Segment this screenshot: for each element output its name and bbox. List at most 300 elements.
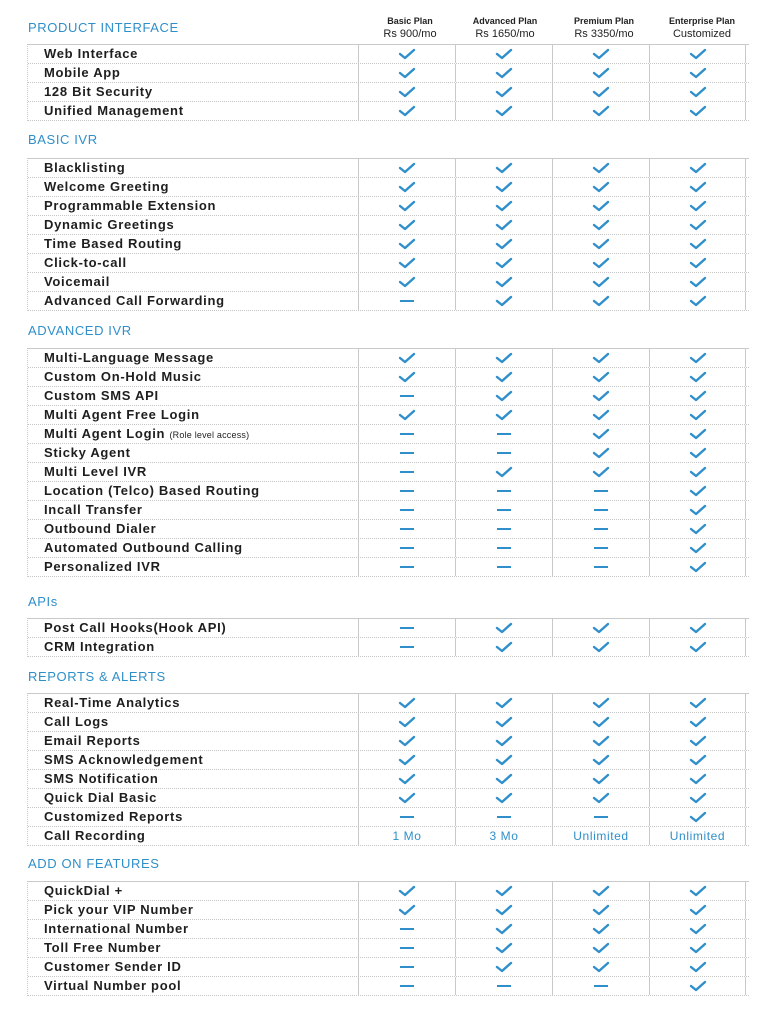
- check-icon: [398, 716, 416, 728]
- plan-cell-premium-plan: [552, 958, 649, 976]
- check-icon: [398, 792, 416, 804]
- plan-cell-premium-plan: [552, 292, 649, 310]
- plan-cell-enterprise-plan: [649, 45, 746, 63]
- check-icon: [495, 942, 513, 954]
- check-icon: [495, 67, 513, 79]
- check-icon: [495, 371, 513, 383]
- plan-cell-premium-plan: [552, 425, 649, 443]
- check-icon: [689, 980, 707, 992]
- section-title-add-on-features: ADD ON FEATURES: [28, 856, 160, 871]
- check-icon: [495, 219, 513, 231]
- table-row: [28, 273, 749, 292]
- feature-label: [28, 102, 358, 120]
- feature-label: [28, 273, 358, 291]
- feature-name: CRM Integration: [44, 639, 155, 654]
- plan-cell-premium-plan: [552, 64, 649, 82]
- plan-cell-basic-plan: [358, 425, 455, 443]
- check-icon: [689, 105, 707, 117]
- check-icon: [398, 48, 416, 60]
- check-icon: [495, 773, 513, 785]
- plan-cell-enterprise-plan: [649, 425, 746, 443]
- check-icon: [495, 48, 513, 60]
- feature-name: Custom On-Hold Music: [44, 369, 202, 384]
- section-title-apis: APIs: [28, 594, 58, 609]
- check-icon: [592, 219, 610, 231]
- table-row: [28, 808, 749, 827]
- check-icon: [592, 697, 610, 709]
- dash-icon: [400, 966, 414, 968]
- plan-cell-advanced-plan: [455, 349, 552, 367]
- dash-icon: [594, 528, 608, 530]
- dash-icon: [594, 547, 608, 549]
- plan-cell-premium-plan: [552, 501, 649, 519]
- feature-name: Customized Reports: [44, 809, 184, 824]
- plan-cell-enterprise-plan: [649, 444, 746, 462]
- check-icon: [495, 409, 513, 421]
- feature-label: [28, 235, 358, 253]
- check-icon: [398, 371, 416, 383]
- plan-cell-premium-plan: [552, 102, 649, 120]
- plan-cell-basic-plan: [358, 619, 455, 637]
- check-icon: [689, 754, 707, 766]
- plan-cell-basic-plan: [358, 694, 455, 712]
- check-icon: [592, 622, 610, 634]
- dash-icon: [497, 490, 511, 492]
- plan-cell-advanced-plan: [455, 501, 552, 519]
- check-icon: [398, 352, 416, 364]
- plan-cell-basic-plan: [358, 406, 455, 424]
- plan-cell-advanced-plan: [455, 216, 552, 234]
- table-row: [28, 539, 749, 558]
- table-row: [28, 751, 749, 770]
- check-icon: [689, 504, 707, 516]
- plan-cell-advanced-plan: [455, 102, 552, 120]
- plan-cell-advanced-plan: [455, 83, 552, 101]
- table-row: [28, 64, 749, 83]
- plan-cell-enterprise-plan: [649, 102, 746, 120]
- check-icon: [592, 181, 610, 193]
- plan-cell-basic-plan: [358, 827, 455, 845]
- plan-cell-premium-plan: [552, 520, 649, 538]
- plan-cell-enterprise-plan: [649, 713, 746, 731]
- plan-cell-basic-plan: [358, 444, 455, 462]
- check-icon: [592, 716, 610, 728]
- feature-note: (Role level access): [169, 430, 250, 440]
- feature-label: [28, 827, 358, 845]
- plan-cell-enterprise-plan: [649, 482, 746, 500]
- dash-icon: [400, 528, 414, 530]
- plan-name: Premium Plan: [573, 16, 635, 26]
- plan-cell-premium-plan: [552, 368, 649, 386]
- feature-label: [28, 406, 358, 424]
- table-row: [28, 406, 749, 425]
- check-icon: [689, 923, 707, 935]
- check-icon: [689, 735, 707, 747]
- feature-label: [28, 349, 358, 367]
- plan-cell-basic-plan: [358, 102, 455, 120]
- feature-label: [28, 958, 358, 976]
- dash-icon: [594, 509, 608, 511]
- dash-icon: [497, 547, 511, 549]
- check-icon: [592, 295, 610, 307]
- check-icon: [398, 276, 416, 288]
- plan-cell-enterprise-plan: [649, 901, 746, 919]
- table-row: [28, 713, 749, 732]
- check-icon: [592, 390, 610, 402]
- plan-price: Rs 900/mo: [383, 28, 437, 40]
- plan-cell-advanced-plan: [455, 958, 552, 976]
- plan-cell-enterprise-plan: [649, 694, 746, 712]
- check-icon: [398, 754, 416, 766]
- check-icon: [689, 86, 707, 98]
- plan-cell-advanced-plan: [455, 808, 552, 826]
- plan-cell-advanced-plan: [455, 444, 552, 462]
- feature-table-product-interface: [27, 44, 749, 121]
- feature-label: [28, 732, 358, 750]
- feature-name: Web Interface: [44, 46, 139, 61]
- check-icon: [592, 735, 610, 747]
- dash-icon: [594, 490, 608, 492]
- plan-cell-enterprise-plan: [649, 789, 746, 807]
- check-icon: [689, 200, 707, 212]
- feature-name: Multi Agent Free Login: [44, 407, 200, 422]
- feature-label: [28, 64, 358, 82]
- feature-name: Click-to-call: [44, 255, 127, 270]
- plan-cell-basic-plan: [358, 45, 455, 63]
- check-icon: [592, 409, 610, 421]
- check-icon: [592, 200, 610, 212]
- plan-cell-basic-plan: [358, 235, 455, 253]
- check-icon: [592, 961, 610, 973]
- check-icon: [398, 105, 416, 117]
- dash-icon: [400, 547, 414, 549]
- dash-icon: [400, 646, 414, 648]
- plan-cell-basic-plan: [358, 977, 455, 995]
- plan-cell-basic-plan: [358, 751, 455, 769]
- check-icon: [689, 716, 707, 728]
- table-row: [28, 216, 749, 235]
- plan-cell-premium-plan: [552, 732, 649, 750]
- check-icon: [689, 276, 707, 288]
- plan-cell-basic-plan: [358, 64, 455, 82]
- plan-cell-premium-plan: [552, 235, 649, 253]
- plan-name: Advanced Plan: [472, 16, 538, 26]
- feature-label: [28, 920, 358, 938]
- feature-name: Programmable Extension: [44, 198, 217, 213]
- check-icon: [689, 390, 707, 402]
- check-icon: [689, 67, 707, 79]
- feature-label: [28, 444, 358, 462]
- plan-cell-premium-plan: [552, 558, 649, 576]
- plan-cell-enterprise-plan: [649, 178, 746, 196]
- check-icon: [689, 904, 707, 916]
- cell-value: Unlimited: [669, 829, 726, 843]
- feature-name: Call Recording: [44, 828, 146, 843]
- feature-label: [28, 159, 358, 177]
- feature-name: Blacklisting: [44, 160, 126, 175]
- check-icon: [592, 276, 610, 288]
- plan-cell-premium-plan: [552, 197, 649, 215]
- check-icon: [495, 466, 513, 478]
- plan-cell-basic-plan: [358, 216, 455, 234]
- check-icon: [592, 162, 610, 174]
- dash-icon: [400, 471, 414, 473]
- check-icon: [592, 641, 610, 653]
- plan-cell-enterprise-plan: [649, 235, 746, 253]
- feature-label: [28, 45, 358, 63]
- check-icon: [495, 86, 513, 98]
- check-icon: [689, 942, 707, 954]
- table-row: [28, 694, 749, 713]
- dash-icon: [400, 300, 414, 302]
- check-icon: [495, 276, 513, 288]
- feature-label: [28, 482, 358, 500]
- feature-label: [28, 178, 358, 196]
- feature-label: [28, 619, 358, 637]
- feature-name: 128 Bit Security: [44, 84, 153, 99]
- feature-name: Location (Telco) Based Routing: [44, 483, 260, 498]
- cell-value: Unlimited: [573, 829, 629, 843]
- check-icon: [398, 238, 416, 250]
- feature-label: [28, 292, 358, 310]
- check-icon: [495, 923, 513, 935]
- plan-cell-advanced-plan: [455, 619, 552, 637]
- check-icon: [398, 735, 416, 747]
- plan-cell-advanced-plan: [455, 482, 552, 500]
- plan-cell-basic-plan: [358, 197, 455, 215]
- dash-icon: [594, 816, 608, 818]
- plan-cell-basic-plan: [358, 501, 455, 519]
- check-icon: [689, 219, 707, 231]
- feature-label: [28, 425, 358, 443]
- check-icon: [689, 181, 707, 193]
- plan-cell-premium-plan: [552, 939, 649, 957]
- feature-name: Multi Agent Login: [44, 426, 166, 441]
- feature-name: Mobile App: [44, 65, 121, 80]
- check-icon: [689, 773, 707, 785]
- check-icon: [495, 697, 513, 709]
- check-icon: [398, 409, 416, 421]
- feature-label: [28, 216, 358, 234]
- feature-label: [28, 368, 358, 386]
- plan-cell-basic-plan: [358, 539, 455, 557]
- feature-name: Custom SMS API: [44, 388, 159, 403]
- table-row: [28, 425, 749, 444]
- plan-cell-advanced-plan: [455, 539, 552, 557]
- feature-name: Unified Management: [44, 103, 184, 118]
- check-icon: [592, 885, 610, 897]
- table-row: [28, 638, 749, 657]
- check-icon: [495, 181, 513, 193]
- table-row: [28, 197, 749, 216]
- plan-cell-enterprise-plan: [649, 64, 746, 82]
- check-icon: [689, 409, 707, 421]
- feature-name: Quick Dial Basic: [44, 790, 158, 805]
- dash-icon: [594, 985, 608, 987]
- plan-cell-basic-plan: [358, 958, 455, 976]
- dash-icon: [400, 509, 414, 511]
- dash-icon: [400, 490, 414, 492]
- check-icon: [592, 904, 610, 916]
- table-row: [28, 558, 749, 577]
- plan-cell-enterprise-plan: [649, 808, 746, 826]
- plan-cell-advanced-plan: [455, 827, 552, 845]
- plan-cell-premium-plan: [552, 273, 649, 291]
- feature-label: [28, 539, 358, 557]
- plan-header-advanced-plan: [457, 15, 553, 40]
- check-icon: [398, 697, 416, 709]
- plan-cell-enterprise-plan: [649, 368, 746, 386]
- plan-cell-basic-plan: [358, 83, 455, 101]
- feature-name: Pick your VIP Number: [44, 902, 194, 917]
- check-icon: [689, 885, 707, 897]
- feature-name: Multi Level IVR: [44, 464, 147, 479]
- plan-cell-premium-plan: [552, 387, 649, 405]
- dash-icon: [400, 627, 414, 629]
- table-row: [28, 789, 749, 808]
- check-icon: [689, 428, 707, 440]
- check-icon: [592, 238, 610, 250]
- plan-name: Basic Plan: [387, 16, 433, 26]
- plan-cell-basic-plan: [358, 638, 455, 656]
- feature-label: [28, 638, 358, 656]
- check-icon: [689, 257, 707, 269]
- feature-table-add-on-features: [27, 881, 749, 996]
- plan-cell-basic-plan: [358, 254, 455, 272]
- plan-header-basic-plan: [362, 15, 458, 40]
- feature-name: Automated Outbound Calling: [44, 540, 243, 555]
- plan-cell-enterprise-plan: [649, 827, 746, 845]
- feature-name: Email Reports: [44, 733, 141, 748]
- check-icon: [495, 885, 513, 897]
- check-icon: [495, 792, 513, 804]
- plan-cell-enterprise-plan: [649, 958, 746, 976]
- dash-icon: [497, 528, 511, 530]
- plan-cell-basic-plan: [358, 770, 455, 788]
- plan-cell-premium-plan: [552, 178, 649, 196]
- feature-label: [28, 83, 358, 101]
- plan-cell-premium-plan: [552, 619, 649, 637]
- table-row: [28, 520, 749, 539]
- check-icon: [689, 561, 707, 573]
- check-icon: [689, 447, 707, 459]
- plan-cell-basic-plan: [358, 273, 455, 291]
- feature-name: SMS Acknowledgement: [44, 752, 204, 767]
- plan-cell-advanced-plan: [455, 732, 552, 750]
- feature-name: International Number: [44, 921, 189, 936]
- check-icon: [398, 773, 416, 785]
- plan-cell-premium-plan: [552, 254, 649, 272]
- feature-name: Incall Transfer: [44, 502, 143, 517]
- table-row: [28, 977, 749, 996]
- check-icon: [689, 48, 707, 60]
- plan-cell-premium-plan: [552, 789, 649, 807]
- plan-cell-enterprise-plan: [649, 159, 746, 177]
- plan-cell-premium-plan: [552, 349, 649, 367]
- feature-name: Real-Time Analytics: [44, 695, 181, 710]
- check-icon: [689, 697, 707, 709]
- feature-label: [28, 977, 358, 995]
- plan-cell-premium-plan: [552, 539, 649, 557]
- feature-name: Customer Sender ID: [44, 959, 182, 974]
- plan-cell-premium-plan: [552, 751, 649, 769]
- feature-table-apis: [27, 618, 749, 657]
- plan-cell-basic-plan: [358, 808, 455, 826]
- feature-name: Outbound Dialer: [44, 521, 157, 536]
- plan-header-enterprise-plan: [654, 15, 750, 40]
- check-icon: [495, 105, 513, 117]
- check-icon: [495, 904, 513, 916]
- check-icon: [592, 942, 610, 954]
- plan-cell-basic-plan: [358, 732, 455, 750]
- feature-name: Personalized IVR: [44, 559, 161, 574]
- plan-cell-enterprise-plan: [649, 920, 746, 938]
- feature-label: [28, 789, 358, 807]
- check-icon: [689, 295, 707, 307]
- plan-cell-enterprise-plan: [649, 939, 746, 957]
- plan-cell-advanced-plan: [455, 713, 552, 731]
- feature-table-reports-alerts: [27, 693, 749, 846]
- plan-price: Rs 3350/mo: [574, 28, 634, 40]
- dash-icon: [497, 433, 511, 435]
- table-row: [28, 920, 749, 939]
- check-icon: [398, 67, 416, 79]
- plan-cell-advanced-plan: [455, 425, 552, 443]
- feature-name: Post Call Hooks(Hook API): [44, 620, 227, 635]
- check-icon: [592, 447, 610, 459]
- table-row: [28, 83, 749, 102]
- check-icon: [689, 811, 707, 823]
- plan-cell-basic-plan: [358, 292, 455, 310]
- plan-price: Customized: [672, 28, 732, 40]
- feature-name: Multi-Language Message: [44, 350, 214, 365]
- plan-cell-advanced-plan: [455, 520, 552, 538]
- plan-cell-enterprise-plan: [649, 732, 746, 750]
- feature-label: [28, 558, 358, 576]
- plan-cell-premium-plan: [552, 808, 649, 826]
- table-row: [28, 235, 749, 254]
- check-icon: [689, 792, 707, 804]
- check-icon: [592, 371, 610, 383]
- feature-name: Call Logs: [44, 714, 109, 729]
- plan-cell-advanced-plan: [455, 178, 552, 196]
- feature-table-advanced-ivr: [27, 348, 749, 577]
- plan-cell-enterprise-plan: [649, 83, 746, 101]
- dash-icon: [497, 816, 511, 818]
- feature-label: [28, 463, 358, 481]
- plan-cell-premium-plan: [552, 920, 649, 938]
- check-icon: [592, 67, 610, 79]
- feature-label: [28, 808, 358, 826]
- plan-cell-basic-plan: [358, 939, 455, 957]
- plan-cell-enterprise-plan: [649, 520, 746, 538]
- plan-cell-advanced-plan: [455, 770, 552, 788]
- dash-icon: [497, 566, 511, 568]
- cell-value: 3 Mo: [489, 829, 519, 843]
- plan-cell-basic-plan: [358, 482, 455, 500]
- table-row: [28, 939, 749, 958]
- plan-cell-premium-plan: [552, 216, 649, 234]
- check-icon: [398, 200, 416, 212]
- check-icon: [592, 352, 610, 364]
- plan-cell-enterprise-plan: [649, 638, 746, 656]
- plan-price: Rs 1650/mo: [475, 28, 535, 40]
- check-icon: [689, 238, 707, 250]
- feature-name: Advanced Call Forwarding: [44, 293, 225, 308]
- cell-value: 1 Mo: [392, 829, 422, 843]
- plan-cell-basic-plan: [358, 558, 455, 576]
- plan-cell-basic-plan: [358, 901, 455, 919]
